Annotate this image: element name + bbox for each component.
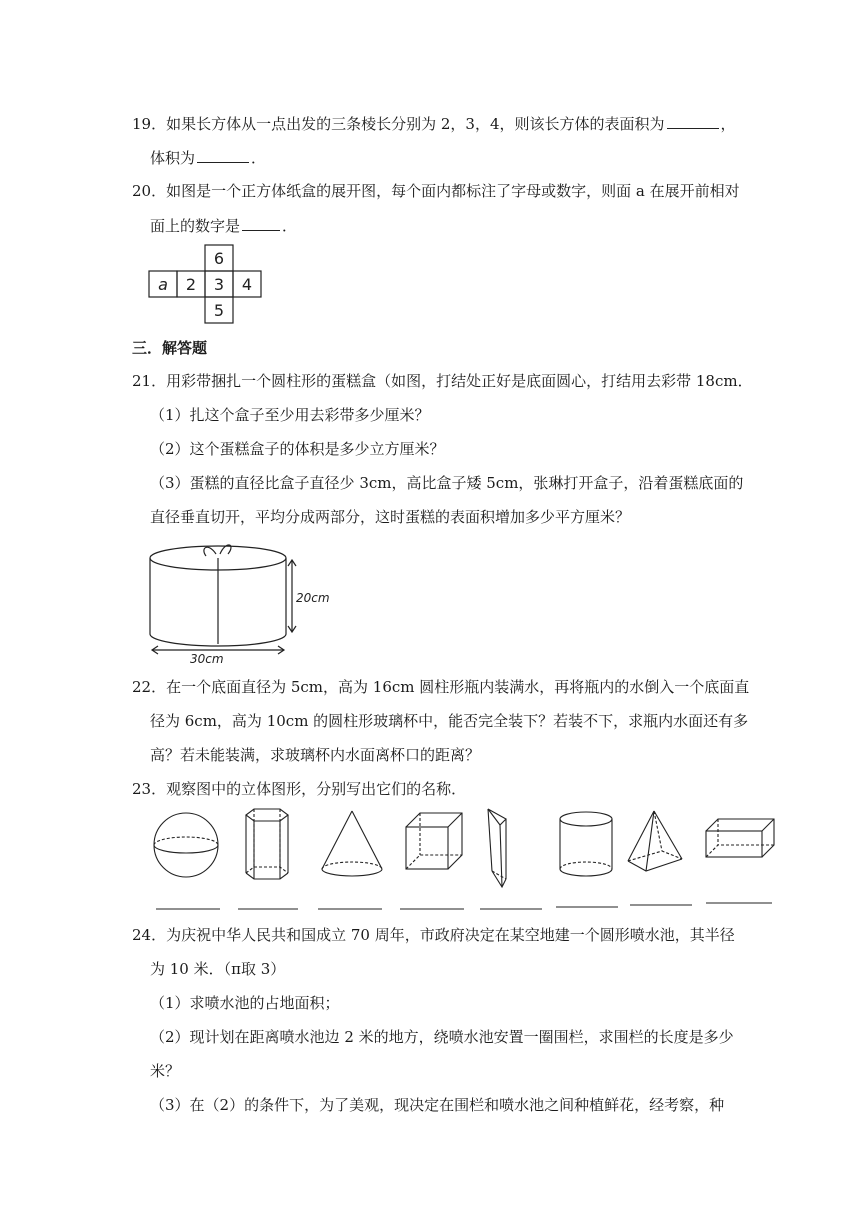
answer-blank[interactable]	[197, 147, 249, 163]
q24-sub2: （2）现计划在距离喷水池边 2 米的地方，绕喷水池安置一圈围栏，求围栏的长度是多少	[150, 1028, 734, 1046]
q23-line1: 23．观察图中的立体图形，分别写出它们的名称．	[132, 780, 467, 798]
q19-line1	[132, 113, 736, 134]
q24-sub3: （3）在（2）的条件下，为了美观，现决定在围栏和喷水池之间种植鲜花，经考察，种	[150, 1096, 725, 1114]
q20-text-a: 面上的数字是	[150, 217, 241, 235]
pyramid-shape	[628, 811, 682, 871]
q20-line2	[150, 215, 297, 236]
q21-sub3-cont: 直径垂直切开，平均分成两部分，这时蛋糕的表面积增加多少平方厘米？	[150, 508, 631, 526]
width-label: 30cm	[190, 652, 224, 664]
q22-line2: 径为 6cm，高为 10cm 的圆柱形玻璃杯中，能否完全装下？若装不下，求瓶内水面还有多	[150, 712, 749, 730]
solid-shapes-figure	[150, 805, 780, 915]
hexagonal-prism-shape	[246, 809, 288, 879]
q22-line3: 高？若未能装满，求玻璃杯内水面离杯口的距离？	[150, 746, 481, 764]
net-label: a	[158, 275, 168, 294]
q21-sub1: （1）扎这个盒子至少用去彩带多少厘米？	[150, 406, 430, 424]
cone-shape	[322, 811, 382, 876]
cube-net-figure	[147, 243, 263, 327]
cube-shape	[406, 813, 462, 869]
q22-line1: 22．在一个底面直径为 5cm，高为 16cm 圆柱形瓶内装满水，再将瓶内的水倒入一个底面直	[132, 678, 750, 696]
net-label: 3	[213, 275, 225, 294]
q24-line2: 为 10 米．（π取 3）	[150, 960, 286, 978]
net-label: 4	[241, 275, 253, 294]
q21-sub3: （3）蛋糕的直径比盒子直径少 3cm，高比盒子矮 5cm，张琳打开盒子，沿着蛋糕底面的	[150, 474, 744, 492]
height-label: 20cm	[296, 591, 330, 605]
q19-text-b: ，	[720, 115, 736, 133]
q19-text-c: 体积为	[150, 149, 196, 167]
cake-box-figure	[146, 536, 336, 664]
q21-sub2: （2）这个蛋糕盒子的体积是多少立方厘米？	[150, 440, 445, 458]
q19-text-d: ．	[251, 149, 267, 167]
q24-sub1: （1）求喷水池的占地面积；	[150, 994, 340, 1012]
cylinder-shape	[560, 812, 612, 876]
q20-line1: 20．如图是一个正方体纸盒的展开图，每个面内都标注了字母或数字，则面 a 在展开前相对	[132, 182, 740, 200]
q20-text-b: ．	[282, 217, 298, 235]
section-title: 三．解答题	[132, 339, 208, 357]
rectangular-prism-shape	[706, 819, 774, 857]
q21-line1: 21．用彩带捆扎一个圆柱形的蛋糕盒（如图，打结处正好是底面圆心，打结用去彩带 18cm．	[132, 372, 753, 390]
sphere-shape	[154, 813, 218, 877]
answer-blank[interactable]	[667, 113, 719, 129]
q19-text-a: 19．如果长方体从一点出发的三条棱长分别为 2，3，4，则该长方体的表面积为	[132, 115, 665, 133]
q24-sub2-cont: 米？	[150, 1062, 181, 1080]
answer-blank[interactable]	[242, 215, 280, 231]
triangular-prism-shape	[488, 809, 506, 887]
q19-line2	[150, 147, 266, 168]
q24-line1: 24．为庆祝中华人民共和国成立 70 周年，市政府决定在某空地建一个圆形喷水池，其半径	[132, 926, 735, 944]
net-label: 5	[213, 301, 225, 320]
net-label: 2	[185, 275, 197, 294]
net-label: 6	[213, 249, 225, 268]
